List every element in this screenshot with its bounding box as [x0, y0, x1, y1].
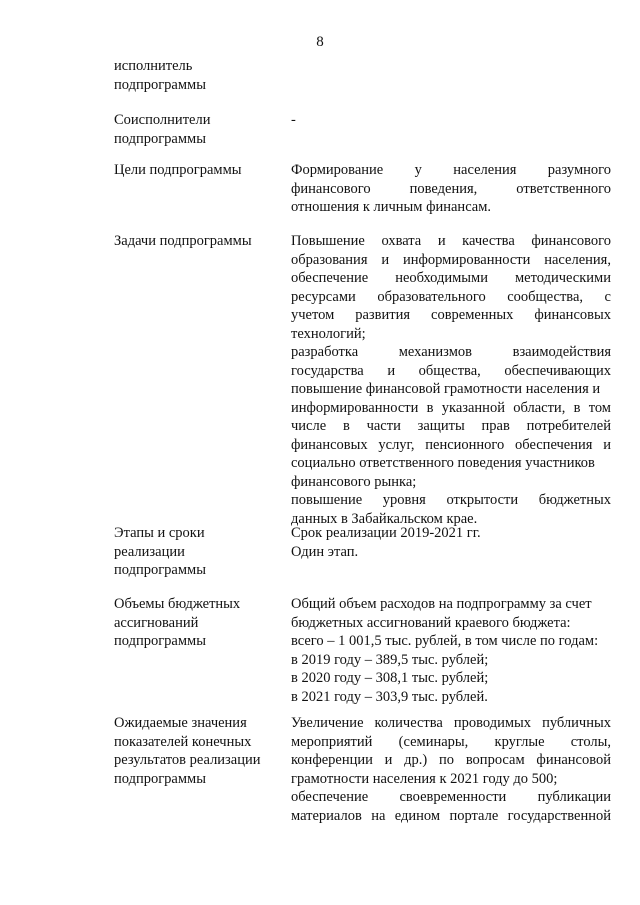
content-line: всего – 1 001,5 тыс. рублей, в том числе по годам: — [291, 633, 599, 649]
word: ресурсами — [291, 288, 356, 305]
content-line: Срок реализации 2019-2021 гг. — [291, 525, 481, 541]
word: в — [426, 399, 434, 416]
content-line — [291, 180, 611, 199]
word: повышение — [291, 492, 363, 508]
content-line — [291, 788, 611, 807]
content-line — [291, 714, 611, 733]
word: области, — [513, 399, 566, 416]
word: финансовой — [536, 752, 611, 768]
content-line — [291, 161, 611, 180]
word: обеспечение — [291, 270, 369, 286]
content-line — [291, 491, 611, 510]
word: Повышение — [291, 233, 365, 249]
word: разумного — [547, 162, 611, 178]
word: вопросам — [465, 752, 525, 768]
word: едином — [394, 807, 441, 824]
word: пенсионного — [425, 436, 505, 453]
word: учетом — [291, 307, 335, 323]
word: обеспечивающих — [504, 362, 611, 379]
word: на — [371, 807, 386, 824]
word: и — [384, 752, 393, 768]
word: количества — [374, 715, 443, 731]
content-line: технологий; — [291, 325, 366, 342]
word: проводимых — [453, 715, 532, 731]
label-line: подпрограммы — [114, 770, 206, 787]
word: портале — [449, 807, 499, 824]
row-label — [114, 111, 276, 148]
content-line — [291, 306, 611, 325]
word: защиты — [417, 418, 465, 434]
word: финансовых — [534, 307, 611, 323]
content-line — [291, 232, 611, 251]
word: развития — [355, 307, 411, 323]
content-line: повышение финансовой грамотности населения и — [291, 381, 601, 397]
word: публикации — [537, 789, 611, 805]
content-line — [291, 733, 611, 752]
row-content — [291, 111, 611, 130]
content-line: бюджетных ассигнований краевого бюджета: — [291, 614, 571, 631]
label-line: подпрограммы — [114, 130, 206, 147]
page-number: 8 — [316, 34, 324, 50]
word: населения, — [544, 251, 611, 268]
row-label — [114, 161, 276, 180]
word: уровня — [382, 492, 426, 508]
content-line: Общий объем расходов на подпрограмму за счет — [291, 596, 592, 612]
row-label — [114, 595, 276, 651]
word: методическими — [514, 270, 611, 286]
word: в — [342, 418, 350, 434]
label-line: подпрограммы — [114, 633, 206, 649]
label-line: подпрограммы — [114, 562, 206, 578]
row-label — [114, 524, 276, 580]
word: сообщества, — [507, 288, 583, 305]
label-line: результатов реализации — [114, 752, 261, 768]
content-line: социально ответственного поведения участников — [291, 455, 595, 471]
content-line — [291, 251, 611, 270]
label-line: Задачи подпрограммы — [114, 233, 252, 249]
content-line: - — [291, 112, 296, 128]
word: указанной — [441, 399, 505, 416]
content-line: данных в Забайкальском крае. — [291, 510, 478, 527]
content-line — [291, 807, 611, 826]
word: потребителей — [526, 418, 611, 434]
word: услуг, — [378, 436, 415, 453]
word: (семинары, — [398, 733, 469, 750]
word: финансового — [531, 233, 611, 249]
label-line: Соисполнители — [114, 112, 211, 128]
word: мероприятий — [291, 733, 373, 750]
word: образовательного — [377, 288, 486, 305]
label-line: Объемы бюджетных — [114, 596, 241, 612]
row-content — [291, 524, 611, 561]
content-line — [291, 399, 611, 418]
word: общества, — [418, 362, 481, 379]
word: современных — [431, 307, 514, 323]
content-line — [291, 269, 611, 288]
label-line: исполнитель — [114, 58, 193, 74]
content-line — [291, 417, 611, 436]
label-line: ассигнований — [114, 614, 199, 631]
word: круглые — [494, 733, 545, 750]
word: с — [604, 288, 611, 305]
word: числе — [291, 418, 327, 434]
word: качества — [462, 233, 515, 249]
label-line: Цели подпрограммы — [114, 162, 242, 178]
row-label — [114, 57, 276, 94]
row-label — [114, 232, 276, 251]
word: информированности — [402, 251, 531, 268]
content-line — [291, 436, 611, 455]
word: населения — [453, 162, 517, 178]
label-line: подпрограммы — [114, 76, 206, 93]
word: части — [366, 418, 401, 434]
word: образования — [291, 251, 368, 268]
word: прав — [481, 418, 510, 434]
word: и — [381, 251, 390, 268]
content-line — [291, 288, 611, 307]
word: своевременности — [399, 789, 507, 805]
word: др.) — [404, 752, 428, 768]
word: разработка — [291, 344, 359, 360]
word: публичных — [542, 715, 611, 731]
word: механизмов — [398, 344, 472, 360]
word: ответственного — [516, 180, 611, 197]
word: по — [439, 752, 455, 768]
label-line: Этапы и сроки — [114, 525, 205, 541]
word: поведения, — [409, 180, 478, 197]
word: необходимыми — [395, 270, 488, 286]
row-content — [291, 161, 611, 217]
row-label — [114, 714, 276, 788]
word: и — [437, 233, 446, 249]
label-line: показателей конечных — [114, 733, 252, 750]
row-content — [291, 595, 611, 706]
content-line — [291, 751, 611, 770]
content-line: Один этап. — [291, 543, 359, 560]
word: государственной — [507, 807, 611, 824]
word: обеспечения — [515, 436, 593, 453]
content-line: отношения к личным финансам. — [291, 199, 492, 215]
word: государства — [291, 362, 364, 379]
word: в — [573, 399, 581, 416]
word: конференции — [291, 752, 373, 768]
word: финансовых — [291, 436, 368, 453]
content-line: в 2021 году – 303,9 тыс. рублей. — [291, 688, 488, 705]
label-line: Ожидаемые значения — [114, 715, 247, 731]
word: охвата — [381, 233, 422, 249]
content-line — [291, 362, 611, 381]
word: и — [387, 362, 396, 379]
word: информированности — [291, 399, 419, 416]
content-line: грамотности населения к 2021 году до 500; — [291, 770, 558, 787]
word: открытости — [446, 492, 519, 508]
content-line — [291, 343, 611, 362]
word: взаимодействия — [512, 344, 611, 360]
word: Формирование — [291, 162, 384, 178]
word: материалов — [291, 807, 362, 824]
word: обеспечение — [291, 789, 369, 805]
word: и — [603, 436, 611, 453]
content-line: в 2020 году – 308,1 тыс. рублей; — [291, 670, 489, 686]
row-content — [291, 232, 611, 528]
word: бюджетных — [538, 492, 611, 508]
label-line: реализации — [114, 543, 185, 560]
word: Увеличение — [291, 715, 364, 731]
content-line: финансового рынка; — [291, 473, 417, 490]
word: у — [414, 162, 422, 178]
row-content — [291, 714, 611, 825]
content-line: в 2019 году – 389,5 тыс. рублей; — [291, 651, 489, 668]
word: финансового — [291, 180, 371, 197]
word: том — [588, 399, 611, 416]
word: столы, — [570, 733, 611, 750]
